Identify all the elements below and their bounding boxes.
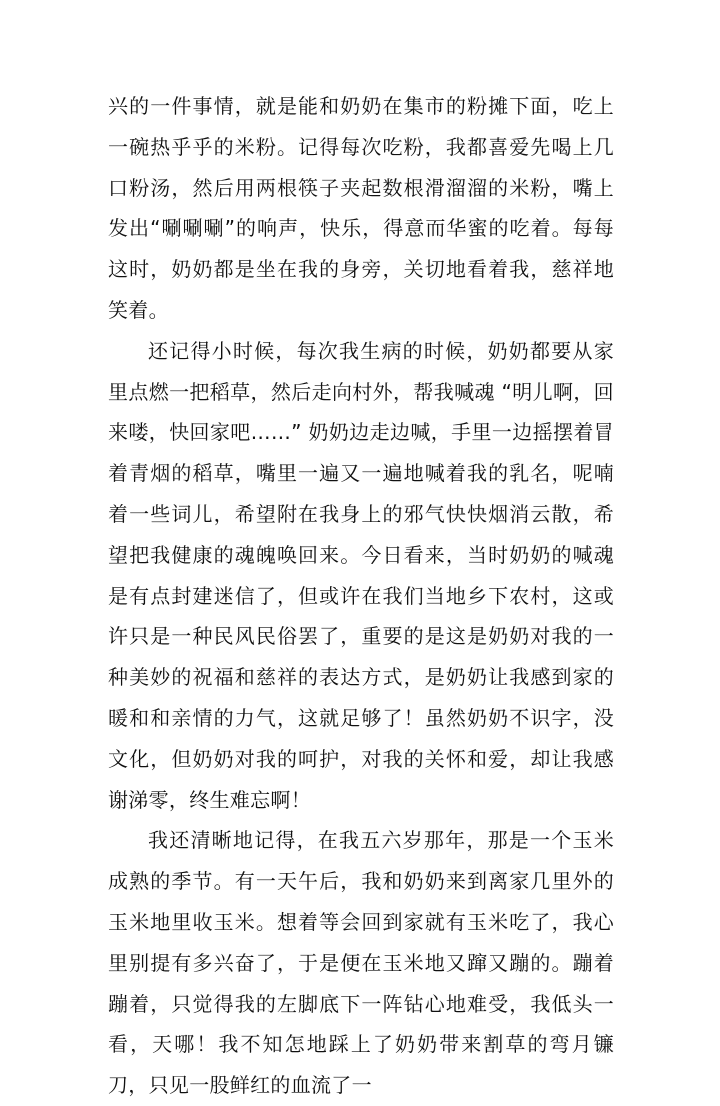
paragraph-2: 还记得小时候，每次我生病的时候，奶奶都要从家里点燃一把稻草，然后走向村外，帮我喊魂 “明儿啊，回来喽，快回家吧……” 奶奶边走边喊，手里一边摇摆着冒着青烟的稻草，嘴里一遍又一遍地喊着我的乳名，呢喃着一些词儿，希望附在我身上的邪气快快烟消云散，希望把我健康的魂魄唤回来。今日看来，当时奶奶的喊魂是有点封建迷信了，但或许在我们当地乡下农村，这或许只是一种民风民俗罢了，重要的是这是奶奶对我的一种美妙的祝福和慈祥的表达方式，是奶奶让我感到家的暖和和亲情的力气，这就足够了！虽然奶奶不识字，没文化，但奶奶对我的呵护，对我的关怀和爱，却让我感谢涕零，终生难忘啊！ xyxy=(108,338,614,812)
document-page xyxy=(108,86,614,1106)
paragraph-1: 兴的一件事情，就是能和奶奶在集市的粉摊下面，吃上一碗热乎乎的米粉。记得每次吃粉，我都喜爱先喝上几口粉汤，然后用两根筷子夹起数根滑溜溜的米粉，嘴上发出“唰唰唰”的响声，快乐，得意而华蜜的吃着。每每这时，奶奶都是坐在我的身旁，关切地看着我，慈祥地笑着。 xyxy=(108,94,614,322)
paragraph-3: 我还清晰地记得，在我五六岁那年，那是一个玉米成熟的季节。有一天午后，我和奶奶来到离家几里外的玉米地里收玉米。想着等会回到家就有玉米吃了，我心里别提有多兴奋了，于是便在玉米地又蹿又蹦的。蹦着蹦着，只觉得我的左脚底下一阵钻心地难受，我低头一看，天哪！我不知怎地踩上了奶奶带来割草的弯月镰刀，只见一股鲜红的血流了一 xyxy=(108,828,614,1098)
